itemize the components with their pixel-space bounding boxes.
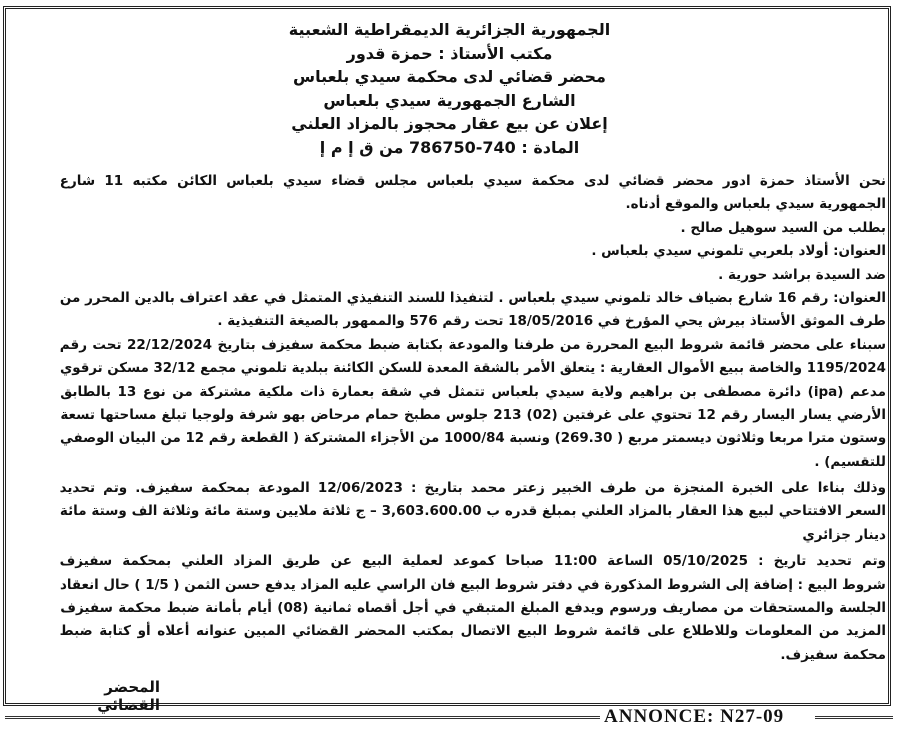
header-bailiff: محضر قضائي لدى محكمة سيدي بلعباس	[293, 67, 606, 86]
header-address: الشارع الجمهورية سيدي بلعباس	[323, 90, 576, 110]
annonce-number: ANNONCE: N27-09	[600, 706, 788, 728]
body-line: الأرضي يسار اليسار رقم 12 تحتوي على غرفتين (02) 213 جلوس مطبخ حمام مرحاض بهو شرفة ولوجيا تبلغ مساحتها تسعة	[60, 406, 886, 423]
body-line: الجمهورية سيدي بلعباس والموقع أدناه.	[625, 196, 886, 213]
body-line: ضد السيدة براشد حورية .	[718, 266, 886, 283]
body-line: سبناء على محضر قائمة شروط البيع المحررة من طرفنا والمودعة بكتابة ضبط محكمة سفيزف بتاريخ 22/12/2024 تحت رقم	[59, 336, 886, 353]
body-line: العنوان: أولاد بلعربي تلموني سيدي بلعباس .	[591, 243, 886, 260]
header-article: المادة : 740-786750 من ق إ م إ	[319, 137, 580, 157]
body-line: طرف الموثق الأستاذ بيرش يحي المؤرخ في 18/05/2016 تحت رقم 576 والممهور بالصيغة التنفيذية .	[217, 313, 886, 330]
body-line: السعر الافتتاحي لبيع هذا العقار بالمزاد العلني بمبلغ قدره ب 3,603.600.00 – ج ثلاثة ملايين وستة مائة وثلاثة الف وستة مائة	[59, 503, 886, 520]
notice-body	[60, 170, 886, 667]
body-line: دينار جزائري	[802, 526, 886, 543]
notice-title: إعلان عن بيع عقار محجوز بالمزاد العلني	[291, 114, 608, 133]
body-line: العنوان: رقم 16 شارع بضياف خالد تلموني سيدي بلعباس . لتنفيذا للسند التنفيذي المتمثل في عقد اعتراف بالدين المحرر من	[59, 289, 886, 306]
body-line: للتقسيم) .	[814, 453, 886, 470]
notice-header	[0, 18, 899, 159]
body-line: وتم تحديد تاريخ : 05/10/2025 الساعة 11:00 صباحا كموعد لعملية البيع عن طريق المزاد العلني بمحكمة سفيزف	[59, 553, 886, 570]
divider	[5, 716, 605, 719]
body-line: نحن الأستاذ حمزة ادور محضر قضائي لدى محكمة سيدي بلعباس مجلس قضاء سيدي بلعباس الكائن مكتبه 11 شارع	[59, 173, 886, 189]
body-line: بطلب من السيد سوهيل صالح .	[680, 219, 886, 236]
body-line: وذلك بناءا على الخبرة المنجزة من طرف الخبير زعتر محمد بتاريخ : 12/06/2023 المودعة بمحكمة سفيزف. وتم تحديد	[59, 480, 886, 497]
header-office: مكتب الأستاذ : حمزة قدور	[346, 43, 553, 63]
body-line: شروط البيع : إضافة إلى الشروط المذكورة في دفتر شروط البيع فان الراسي عليه المزاد يدفع حسن الثمن ( 1/5 ) حال انعقاد	[60, 576, 886, 593]
body-line: محكمة سفيزف.	[780, 646, 886, 663]
body-line: الجلسة والمستحقات من مصاريف ورسوم ويدفع المبلغ المتبقي في أجل أقصاه ثمانية (08) أيام بأمانة ضبط محكمة سفيزف	[60, 600, 886, 617]
divider	[815, 716, 893, 719]
body-line: مدعم (ipa) دائرة مصطفى بن براهيم ولاية سيدي بلعباس تتمثل في شقة بعمارة ذات ملكية مشتركة من نوع 13 بالطابق	[60, 383, 886, 400]
header-republic: الجمهورية الجزائرية الديمقراطية الشعبية	[288, 20, 611, 39]
body-line: المزيد من المعلومات وللاطلاع على قائمة شروط البيع الاتصال بمكتب المحضر القضائي المبين عنوانه أعلاه أو كتابة ضبط	[59, 623, 886, 640]
body-line: وستون مترا مربعا وثلاثون ديسمتر مربع ( 269.30) ونسبة 1000/84 من الأجزاء المشتركة ( القطعة رقم 12 من البيان الوصفي	[59, 430, 886, 447]
body-line: 1195/2024 والخاصة ببيع الأموال العقارية : يتعلق الأمر بالشقة المعدة للسكن الكائنة ببلدية تلموني مجمع 32/12 مسكن ترقوي	[60, 360, 886, 377]
signature: المحضر القضائي	[97, 678, 160, 714]
